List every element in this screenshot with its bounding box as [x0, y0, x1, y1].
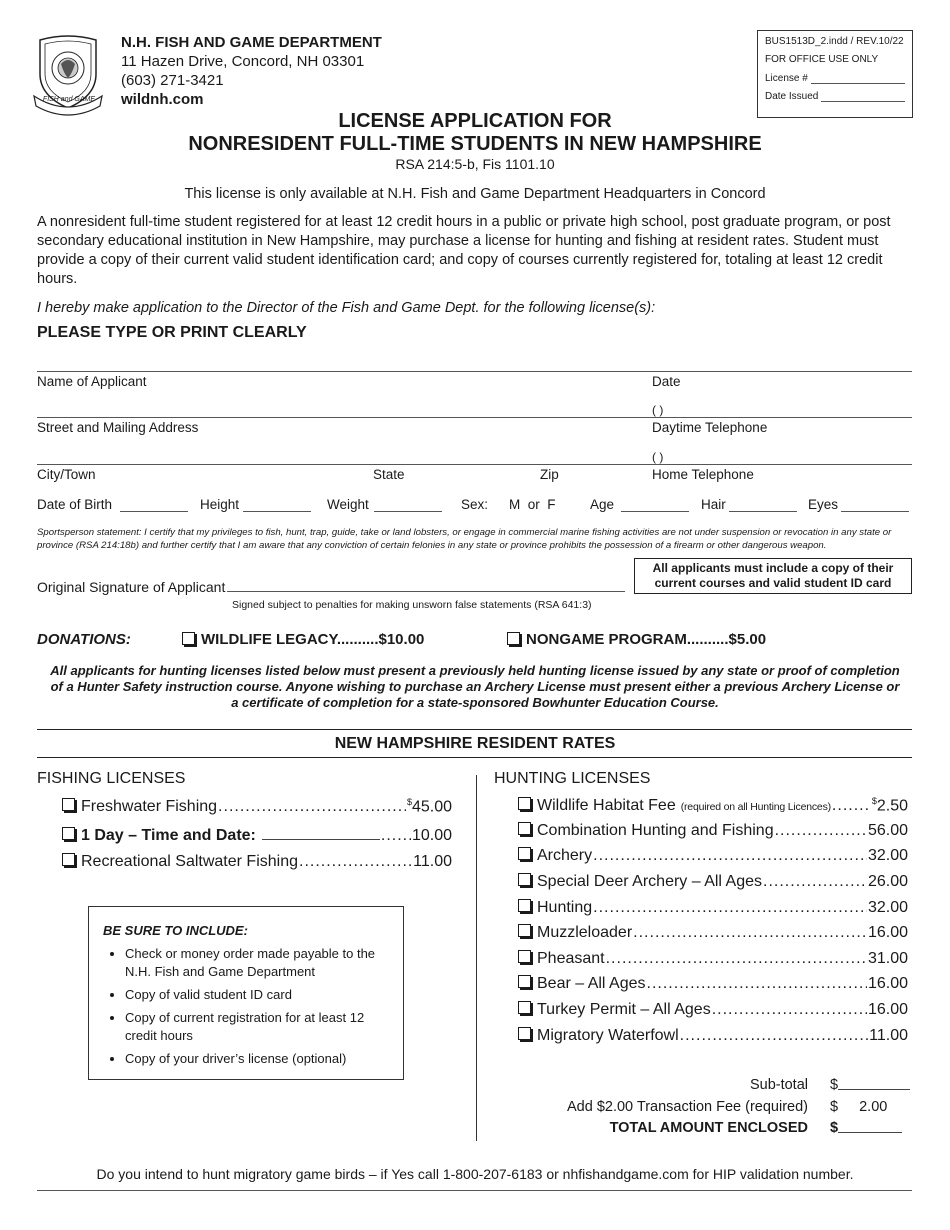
hip-footer-note: Do you intend to hunt migratory game birds – if Yes call 1-800-207-6183 or nhfishandgame.com for HIP validation number. [96, 1166, 854, 1182]
home-phone-label: Home Telephone [652, 467, 754, 482]
freshwater-checkbox[interactable] [62, 798, 75, 811]
hunting-heading: HUNTING LICENSES [494, 770, 651, 787]
total-label: TOTAL AMOUNT ENCLOSED [609, 1120, 808, 1136]
weight-field[interactable] [374, 511, 442, 512]
wildlife-legacy-checkbox[interactable] [182, 632, 195, 645]
hair-label: Hair [701, 497, 726, 512]
muzzleloader-price: 16.00 [867, 924, 908, 941]
daytime-area-code: ( ) [652, 403, 664, 417]
personal-details-row [37, 497, 912, 517]
eyes-field[interactable] [841, 511, 909, 512]
combination-price: 56.00 [867, 822, 908, 839]
special-deer-label: Special Deer Archery – All Ages [537, 873, 763, 890]
freshwater-price: 45.00 [411, 798, 452, 816]
turkey-checkbox[interactable] [518, 1001, 531, 1014]
special-deer-checkbox[interactable] [518, 873, 531, 886]
department-website[interactable]: wildnh.com [121, 91, 204, 108]
turkey-label: Turkey Permit – All Ages [537, 1001, 711, 1018]
include-item: • Check or money order made payable to the N.H. Fish and Game Department [125, 945, 389, 981]
fishing-item-one-day[interactable] [62, 825, 452, 845]
include-item: • Copy of current registration for at least 12 credit hours [125, 1009, 389, 1045]
hunting-item-turkey[interactable] [518, 1001, 908, 1019]
transaction-fee-value: 2.00 [859, 1099, 888, 1115]
archery-price: 32.00 [867, 847, 908, 864]
dob-field[interactable] [120, 511, 188, 512]
availability-note: This license is only available at N.H. Fish and Game Department Headquarters in Concord [184, 186, 766, 202]
weight-label: Weight [327, 497, 369, 512]
hunting-item-combination[interactable] [518, 822, 908, 840]
fishing-item-saltwater[interactable] [62, 853, 452, 871]
nhfg-logo [30, 34, 106, 116]
archery-label: Archery [537, 847, 593, 864]
state-label: State [373, 467, 405, 482]
saltwater-checkbox[interactable] [62, 853, 75, 866]
nongame-donation[interactable] [507, 631, 766, 648]
one-day-label: 1 Day – Time and Date: [81, 827, 256, 844]
fishing-heading: FISHING LICENSES [37, 770, 186, 787]
subtotal-dollar: $ [830, 1077, 839, 1093]
department-phone: (603) 271-3421 [121, 72, 224, 89]
shield-emblem-icon [30, 34, 106, 116]
donations-label: DONATIONS: [37, 631, 131, 648]
bear-price: 16.00 [867, 975, 908, 992]
department-address: 11 Hazen Drive, Concord, NH 03301 [121, 53, 365, 70]
sex-label: Sex: [461, 497, 489, 512]
saltwater-label: Recreational Saltwater Fishing [81, 853, 298, 870]
hunting-item-waterfowl[interactable] [518, 1027, 908, 1045]
freshwater-label: Freshwater Fishing [81, 798, 218, 816]
license-number-label: License # [765, 73, 808, 84]
include-list [103, 945, 389, 1068]
applicant-requirement-box: All applicants must include a copy of their current courses and valid student ID card [634, 558, 912, 594]
street-label: Street and Mailing Address [37, 420, 199, 435]
application-statement: I hereby make application to the Director of the Fish and Game Dept. for the following license(s): [37, 300, 656, 316]
habitat-fee-note: (required on all Hunting Licences) [680, 801, 831, 814]
combination-label: Combination Hunting and Fishing [537, 822, 774, 839]
saltwater-price: 11.00 [413, 853, 452, 870]
signature-field[interactable] [37, 579, 625, 595]
daytime-phone-label: Daytime Telephone [652, 420, 768, 435]
fishing-item-freshwater[interactable] [62, 797, 452, 816]
include-item: • Copy of valid student ID card [125, 986, 389, 1004]
hunting-item-hunting[interactable] [518, 899, 908, 917]
sex-options[interactable]: M or F [509, 497, 556, 512]
signature-note: Signed subject to penalties for making unsworn false statements (RSA 641:3) [232, 599, 592, 611]
waterfowl-price: 11.00 [869, 1027, 908, 1044]
special-deer-price: 26.00 [867, 873, 908, 890]
hunting-item-bear[interactable] [518, 975, 908, 993]
city-line[interactable] [37, 464, 912, 465]
freshwater-dollar: $ [406, 797, 412, 807]
include-box [88, 906, 404, 1080]
include-item: • Copy of your driver’s license (optional) [125, 1050, 389, 1068]
age-label: Age [590, 497, 615, 512]
signature-label: Original Signature of Applicant [37, 579, 226, 595]
include-box-title: BE SURE TO INCLUDE: [103, 923, 248, 938]
age-field[interactable] [621, 511, 689, 512]
habitat-fee-dollar: $ [871, 796, 877, 806]
hunter-safety-notice: All applicants for hunting licenses listed below must present a previously held hunting license issued by any state or proof of completion of a Hunter Safety instruction course. Anyone wishing to purchase an Archery License must present either a previous Archery License or a certificate of completion for a state-sponsored Bowhunter Education Course. [50, 663, 900, 710]
hair-field[interactable] [729, 511, 797, 512]
combination-checkbox[interactable] [518, 822, 531, 835]
transaction-fee-label: Add $2.00 Transaction Fee (required) [567, 1099, 808, 1115]
hunting-price: 32.00 [867, 899, 908, 916]
rates-bottom-rule [37, 757, 912, 758]
rsa-reference: RSA 214:5-b, Fis 1101.10 [395, 156, 555, 172]
total-dollar: $ [830, 1120, 839, 1136]
wildlife-legacy-label: WILDLIFE LEGACY..........$10.00 [201, 631, 425, 648]
date-label: Date [652, 374, 681, 389]
total-field[interactable] [830, 1120, 902, 1136]
one-day-checkbox[interactable] [62, 827, 75, 840]
nongame-label: NONGAME PROGRAM..........$5.00 [526, 631, 767, 648]
document-code: BUS1513D_2.indd / REV.10/22 [765, 36, 904, 47]
height-field[interactable] [243, 511, 311, 512]
dob-label: Date of Birth [37, 497, 113, 512]
date-issued-label: Date Issued [765, 91, 819, 102]
muzzleloader-checkbox[interactable] [518, 924, 531, 937]
zip-label: Zip [540, 467, 559, 482]
hunting-checkbox[interactable] [518, 899, 531, 912]
name-line[interactable] [37, 371, 912, 372]
office-use-box [757, 30, 913, 118]
hunting-item-archery[interactable] [518, 847, 908, 865]
logo-text: FISH and GAME [42, 96, 96, 103]
one-day-time-date-field[interactable] [262, 825, 380, 840]
street-line[interactable] [37, 417, 912, 418]
pheasant-checkbox[interactable] [518, 950, 531, 963]
title-line-1: LICENSE APPLICATION FOR [338, 110, 612, 132]
rates-heading: NEW HAMPSHIRE RESIDENT RATES [334, 735, 616, 752]
bear-checkbox[interactable] [518, 975, 531, 988]
hunting-item-special-deer[interactable] [518, 873, 908, 891]
eyes-label: Eyes [808, 497, 839, 512]
transaction-fee-dollar: $ [830, 1099, 839, 1115]
wildlife-legacy-donation[interactable] [182, 631, 424, 648]
sportsperson-statement: Sportsperson statement: I certify that my privileges to fish, hunt, trap, guide, take or land lobsters, or engage in commercial marine fishing activities are not under suspension or revocation in any state or province (RSA 214:18b) and further certify that I am aware that any conviction of certain felonies in any state or province prohibits the possession of a firearm or other dangerous weapon. [37, 527, 892, 551]
transaction-fee-amount [830, 1099, 887, 1115]
name-label: Name of Applicant [37, 374, 147, 389]
archery-checkbox[interactable] [518, 847, 531, 860]
footer-rule [37, 1190, 912, 1191]
city-label: City/Town [37, 467, 96, 482]
waterfowl-label: Migratory Waterfowl [537, 1027, 679, 1044]
rates-top-rule [37, 729, 912, 730]
license-number-field[interactable] [765, 73, 905, 84]
print-clearly-heading: PLEASE TYPE OR PRINT CLEARLY [37, 324, 307, 341]
turkey-price: 16.00 [867, 1001, 908, 1018]
subtotal-label: Sub-total [749, 1077, 808, 1093]
height-label: Height [200, 497, 240, 512]
office-use-only: FOR OFFICE USE ONLY [765, 54, 879, 65]
column-divider [476, 775, 477, 1141]
subtotal-field[interactable] [830, 1077, 910, 1093]
bear-label: Bear – All Ages [537, 975, 646, 992]
habitat-fee-price: 2.50 [876, 797, 908, 815]
hunting-item-pheasant[interactable] [518, 950, 908, 968]
home-area-code: ( ) [652, 450, 664, 464]
habitat-fee-checkbox[interactable] [518, 797, 531, 810]
one-day-price: 10.00 [411, 827, 452, 844]
intro-paragraph: A nonresident full-time student registered for at least 12 credit hours in a public or private high school, post graduate program, or post secondary educational institution in New Hampshire, may purchase a license for hunting and fishing at resident rates. Student must provide a copy of their current valid student identification card; and copy of courses currently registered for, totaling at least 12 credit hours. [37, 214, 891, 287]
pheasant-price: 31.00 [867, 950, 908, 967]
pheasant-label: Pheasant [537, 950, 605, 967]
department-name: N.H. FISH AND GAME DEPARTMENT [121, 34, 382, 51]
title-line-2: NONRESIDENT FULL-TIME STUDENTS IN NEW HAMPSHIRE [188, 133, 762, 155]
muzzleloader-label: Muzzleloader [537, 924, 633, 941]
hunting-label: Hunting [537, 899, 593, 916]
waterfowl-checkbox[interactable] [518, 1027, 531, 1040]
hunting-item-habitat-fee[interactable] [518, 796, 908, 815]
nongame-checkbox[interactable] [507, 632, 520, 645]
date-issued-field[interactable] [765, 91, 905, 102]
habitat-fee-label: Wildlife Habitat Fee [537, 797, 676, 815]
hunting-item-muzzleloader[interactable] [518, 924, 908, 942]
